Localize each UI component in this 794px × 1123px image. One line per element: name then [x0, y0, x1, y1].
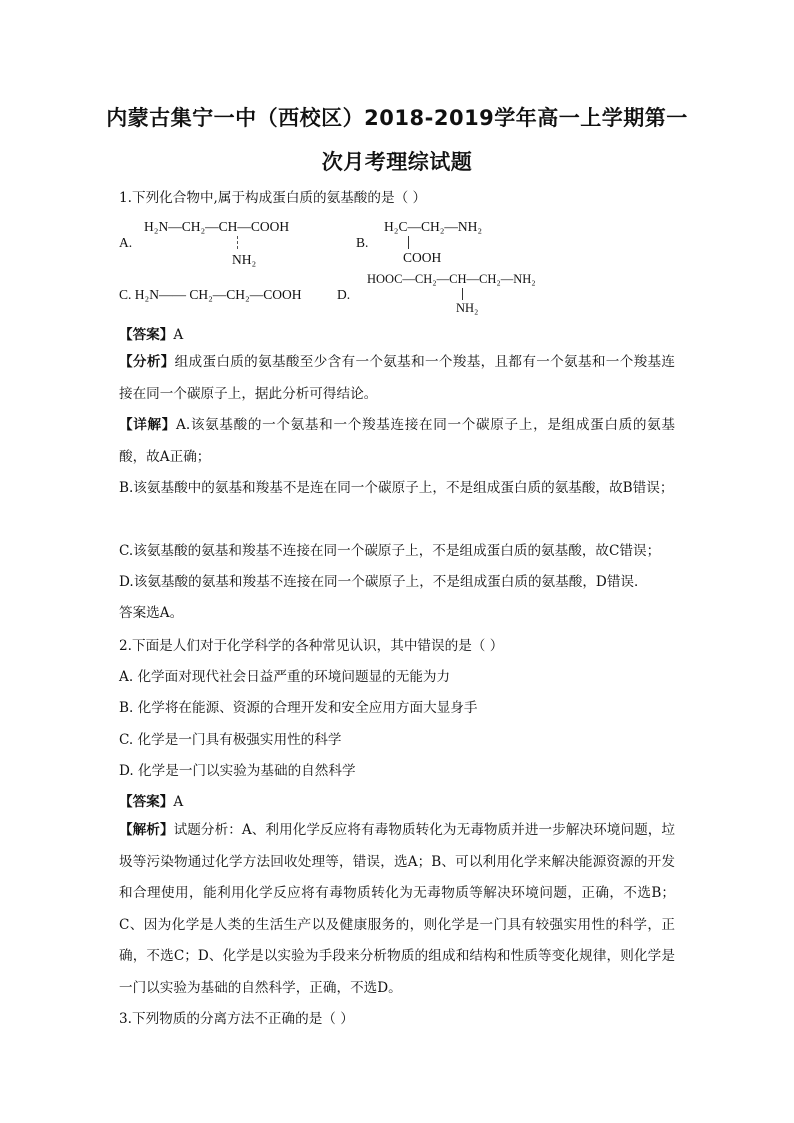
- q1-analysis-text: 组成蛋白质的氨基酸至少含有一个氨基和一个羧基，且都有一个氨基和一个羧基连接在同一个碳原子上，据此分析可得结论。: [119, 354, 676, 402]
- q3-stem: 3.下列物质的分离方法不正确的是（ ）: [119, 1011, 354, 1027]
- q2-answer: [119, 790, 183, 810]
- q1-detail-c: C.该氨基酸的氨基和羧基不连接在同一个碳原子上，不是组成蛋白质的氨基酸，故C错误；: [119, 543, 661, 559]
- q1-option-d-substituent: NH₂: [456, 301, 479, 315]
- q1-answer: [119, 323, 183, 343]
- q1-option-c: C. H₂N—— CH₂—CH₂—COOH: [119, 287, 302, 302]
- q2-analysis-tag: 【解析】: [119, 822, 174, 838]
- q1-analysis: [119, 347, 675, 410]
- q1-option-b-bond: [408, 236, 409, 249]
- q2-analysis: [119, 815, 675, 1004]
- title-line-2: 次月考理综试题: [321, 150, 473, 174]
- q1-option-a-substituent: NH₂: [232, 252, 257, 267]
- q1-option-d-formula: HOOC—CH₂—CH—CH₂—NH₂: [367, 272, 536, 286]
- q1-detail-tag: 【详解】: [119, 417, 177, 433]
- q1-option-a-bond: [237, 236, 238, 249]
- q1-option-a-label: A.: [119, 235, 133, 250]
- q1-analysis-tag: 【分析】: [119, 354, 175, 370]
- q1-option-b-formula: H₂C—CH₂—NH₂: [384, 219, 483, 234]
- q2-option-b: B. 化学将在能源、资源的合理开发和安全应用方面大显身手: [119, 700, 478, 716]
- q1-detail-d: D.该氨基酸的氨基和羧基不连接在同一个碳原子上，不是组成蛋白质的氨基酸，D错误．: [119, 574, 648, 590]
- q1-detail-a: A.该氨基酸的一个氨基和一个羧基连接在同一个碳原子上，是组成蛋白质的氨基酸，故A正确；: [119, 417, 676, 465]
- q2-option-d: D. 化学是一门以实验为基础的自然科学: [119, 763, 356, 779]
- title-line-1: 内蒙古集宁一中（西校区）2018-2019学年高一上学期第一: [106, 106, 688, 130]
- q2-stem: 2.下面是人们对于化学科学的各种常见认识，其中错误的是（ ）: [119, 638, 504, 654]
- q1-detail: [119, 410, 675, 473]
- q1-answer-value: A: [173, 327, 184, 343]
- q1-stem: 1.下列化合物中,属于构成蛋白质的氨基酸的是（ ）: [119, 190, 427, 206]
- q2-answer-value: A: [173, 794, 184, 810]
- q2-answer-tag: 【答案】: [119, 794, 174, 810]
- q1-option-b-label: B.: [356, 235, 369, 250]
- q2-option-c: C. 化学是一门具有极强实用性的科学: [119, 732, 342, 748]
- q1-option-b-substituent: COOH: [403, 250, 442, 265]
- q1-detail-b: B.该氨基酸中的氨基和羧基不是连在同一个碳原子上，不是组成蛋白质的氨基酸，故B错误；: [119, 480, 674, 496]
- q1-option-d-bond: [462, 288, 463, 300]
- q1-answer-tag: 【答案】: [119, 327, 174, 343]
- q1-option-d-label: D.: [337, 287, 351, 302]
- q1-conclusion: 答案选A。: [119, 605, 184, 621]
- q2-analysis-text: 试题分析：A、利用化学反应将有毒物质转化为无毒物质并进一步解决环境问题，垃圾等污染物通过化学方法回收处理等，错误，选A；B、可以利用化学来解决能源资源的开发和合理使用，能利用化学反应将有毒物质转化为无毒物质等解决环境问题，正确，不选B；C、因为化学是人类的生活生产以及健康服务的，则化学是一门具有较强实用性的科学，正确，不选C；D、化学是以实验为手段来分析物质的组成和结构和性质等变化规律，则化学是一门以实验为基础的自然科学，正确，不选D。: [119, 822, 675, 996]
- q1-option-a-formula: H₂N—CH₂—CH—COOH: [144, 219, 290, 234]
- q2-option-a: A. 化学面对现代社会日益严重的环境问题显的无能为力: [119, 669, 451, 685]
